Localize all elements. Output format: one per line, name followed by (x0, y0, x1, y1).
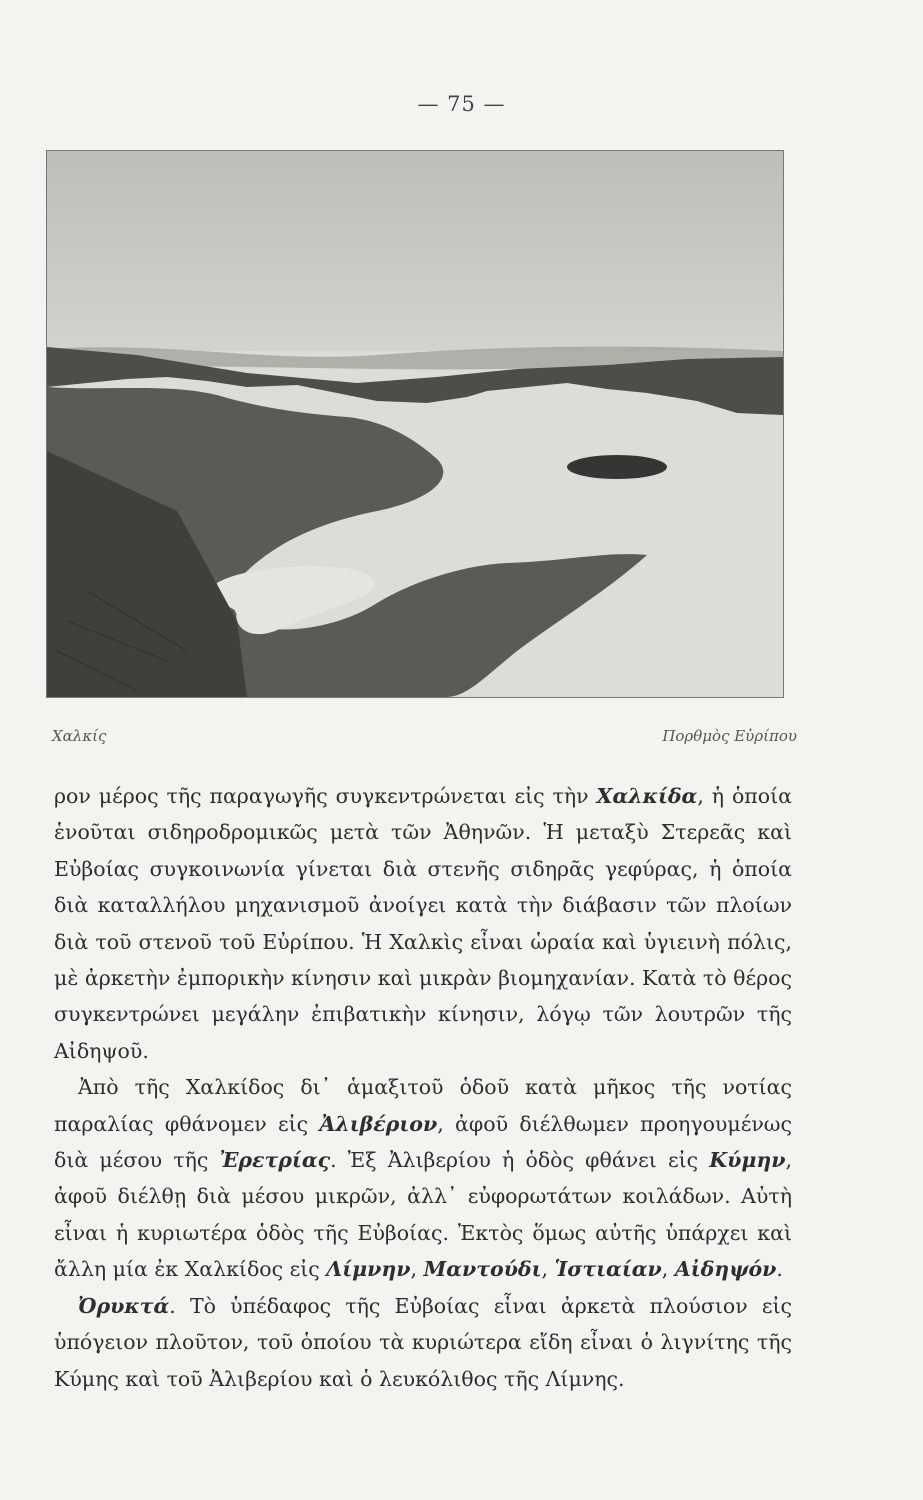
text-run: , (661, 1257, 675, 1282)
text-run: , (410, 1257, 424, 1282)
text-run: , (541, 1257, 555, 1282)
photo-sky (47, 151, 783, 351)
paragraph-2 (54, 1069, 792, 1287)
text-run: . Τὸ ὑπέδαφος τῆς Εὐβοίας εἶναι ἀρκετὰ πλούσιον εἰς ὑπόγειον πλοῦτον, τοῦ ὁποίου τὰ κυριώτερα εἴδη εἶναι ὁ λιγνίτης τῆς Κύμης καὶ τοῦ Ἀλιβερίου καὶ ὁ λευκόλιθος τῆς Λίμνης. (54, 1293, 792, 1391)
place-name: Λίμνην (326, 1257, 411, 1282)
place-name: Χαλκίδα (596, 784, 698, 808)
photo-islet (567, 455, 667, 479)
page-number: — 75 — (417, 92, 506, 116)
body-text (54, 778, 792, 1397)
caption-left: Χαλκίς (52, 727, 107, 745)
place-name: Κύμην (709, 1148, 786, 1173)
text-run: , ἡ ὁποία ἑνοῦται σιδηροδρομικῶς μετὰ τῶν Ἀθηνῶν. Ἡ μεταξὺ Στερεᾶς καὶ Εὐβοίας συγκοινωνία γίνεται διὰ στενῆς σιδηρᾶς γεφύρας, ἡ ὁποία διὰ καταλλήλου μηχανισμοῦ ἀνοίγει κατὰ τὴν διάβασιν τῶν πλοίων διὰ τοῦ στενοῦ τοῦ Εὐρίπου. Ἡ Χαλκὶς εἶναι ὡραία καὶ ὑγιεινὴ πόλις, μὲ ἀρκετὴν ἐμπορικὴν κίνησιν καὶ μικρὰν βιομηχανίαν. Κατὰ τὸ θέρος συγκεντρώνει μεγάλην ἐπιβατικὴν κίνησιν, λόγῳ τῶν λουτρῶν τῆς Αἰδηψοῦ. (54, 784, 792, 1063)
place-name: Ἱστιαίαν (554, 1257, 662, 1282)
aerial-photograph (46, 150, 784, 698)
section-heading: Ὀρυκτά (78, 1293, 170, 1318)
text-run: , ἀφοῦ διέλθωμεν προηγουμένως διὰ μέσου τῆς (54, 1111, 792, 1173)
text-run: . (776, 1257, 783, 1282)
place-name: Μαντούδι (423, 1257, 542, 1282)
paragraph-1 (54, 778, 792, 1069)
place-name: Ἀλιβέριον (319, 1111, 438, 1136)
place-name: Αἰδηψόν (674, 1257, 777, 1282)
caption-right: Πορθμὸς Εὐρίπου (662, 727, 797, 745)
text-run: ρον μέρος τῆς παραγωγῆς συγκεντρώνεται εἰς τὴν (54, 784, 597, 808)
text-run: Ἀπὸ τῆς Χαλκίδος δι᾽ ἁμαξιτοῦ ὁδοῦ κατὰ μῆκος τῆς νοτίας παραλίας φθάνομεν εἰς (54, 1075, 792, 1136)
text-run: . Ἐξ Ἀλιβερίου ἡ ὁδὸς φθάνει εἰς (330, 1148, 710, 1173)
place-name: Ἐρετρίας (219, 1148, 331, 1173)
paragraph-3 (54, 1288, 792, 1397)
text-run: , ἀφοῦ διέλθῃ διὰ μέσου μικρῶν, ἀλλ᾽ εὐφορωτάτων κοιλάδων. Αὐτὴ εἶναι ἡ κυριωτέρα ὁδὸς τῆς Εὐβοίας. Ἐκτὸς ὅμως αὐτῆς ὑπάρχει καὶ ἄλλη μία ἐκ Χαλκίδος εἰς (54, 1148, 793, 1282)
